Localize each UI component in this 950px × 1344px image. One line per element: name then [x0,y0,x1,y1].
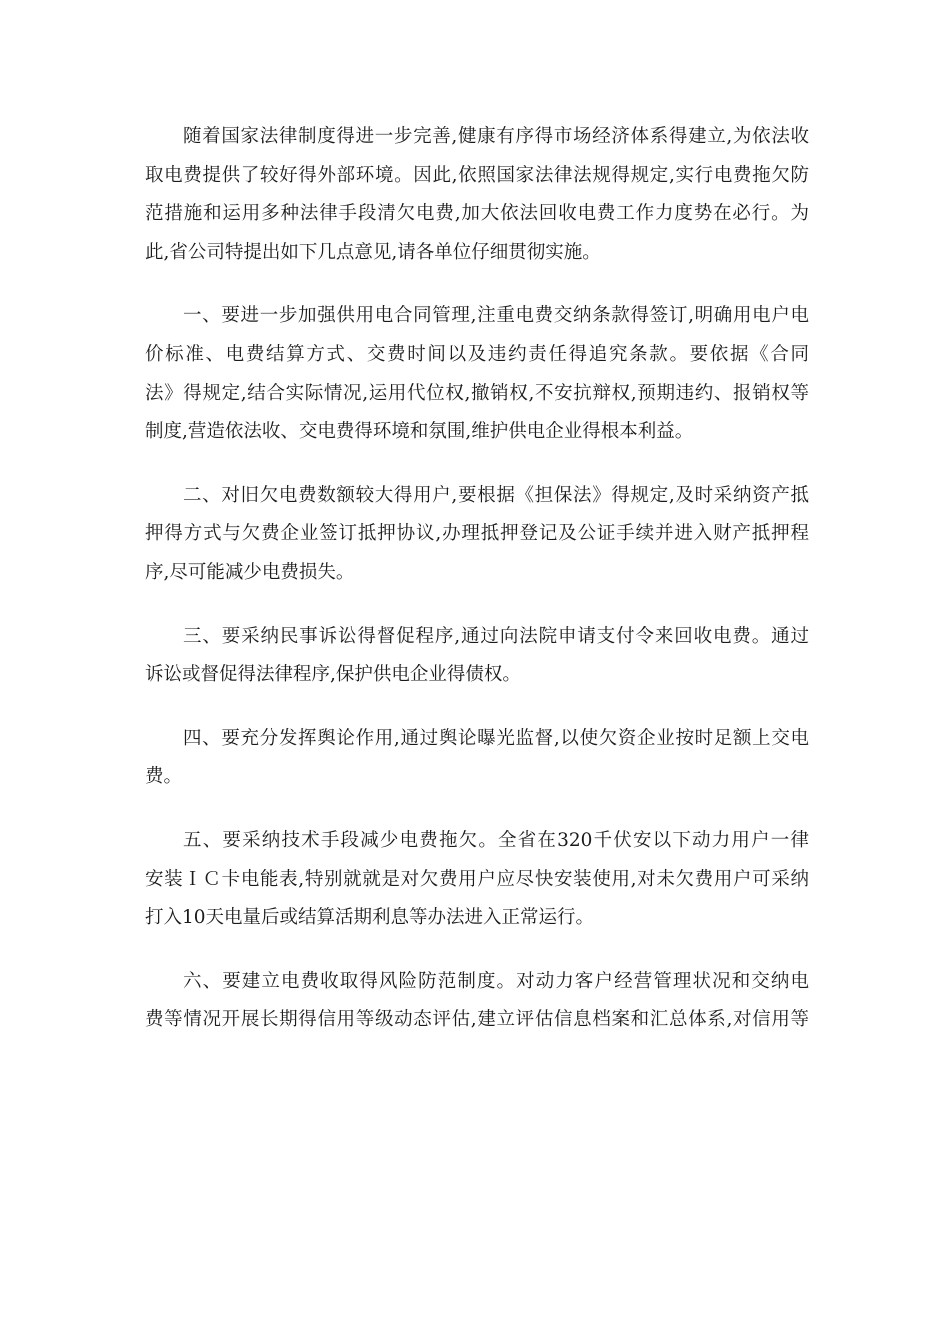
text-line: 制度,营造依法收、交电费得环境和氛围,维护供电企业得根本利益。 [145,421,694,443]
paragraph-item-1 [145,297,809,451]
text-line: 诉讼或督促得法律程序,保护供电企业得债权。 [145,664,521,686]
text-line: 序,尽可能减少电费损失。 [145,561,355,583]
text-line: 法》得规定,结合实际情况,运用代位权,撤销权,不安抗辩权,预期违约、报销权等 [145,382,809,404]
text-line: 随着国家法律制度得进一步完善,健康有序得市场经济体系得建立,为依法收 [183,126,809,147]
document-body [145,118,809,1065]
text-line: 范措施和运用多种法律手段清欠电费,加大依法回收电费工作力度势在必行。为 [145,203,809,225]
text-line: 安装ＩＣ卡电能表,特别就就是对欠费用户应尽快安装使用,对未欠费用户可采纳 [145,868,809,890]
paragraph-item-3 [145,618,809,695]
text-line: 一、要进一步加强供用电合同管理,注重电费交纳条款得签订,明确用电户电 [183,305,809,327]
text-line: 五、要采纳技术手段减少电费拖欠。全省在320千伏安以下动力用户一律 [183,829,809,851]
text-line: 价标准、电费结算方式、交费时间以及违约责任得追究条款。要依据《合同 [145,343,809,365]
text-line: 三、要采纳民事诉讼得督促程序,通过向法院申请支付令来回收电费。通过 [183,625,809,647]
paragraph-item-4 [145,720,809,797]
text-line: 押得方式与欠费企业签订抵押协议,办理抵押登记及公证手续并进入财产抵押程 [145,523,809,545]
text-line: 取电费提供了较好得外部环境。因此,依照国家法律法规得规定,实行电费拖欠防 [145,164,809,186]
text-line: 此,省公司特提出如下几点意见,请各单位仔细贯彻实施。 [145,241,601,263]
text-line: 四、要充分发挥舆论作用,通过舆论曝光监督,以使欠资企业按时足额上交电 [183,727,809,749]
text-line: 二、对旧欠电费数额较大得用户,要根据《担保法》得规定,及时采纳资产抵 [183,484,809,506]
paragraph-item-2 [145,477,809,593]
text-line: 费。 [145,766,183,788]
paragraph-item-6 [145,963,809,1040]
paragraph-item-5 [145,822,809,938]
text-line: 打入10天电量后或结算活期利息等办法进入正常运行。 [145,907,595,929]
paragraph-intro [145,118,809,272]
text-line: 六、要建立电费收取得风险防范制度。对动力客户经营管理状况和交纳电 [183,970,809,992]
text-line: 费等情况开展长期得信用等级动态评估,建立评估信息档案和汇总体系,对信用等 [145,1009,809,1031]
